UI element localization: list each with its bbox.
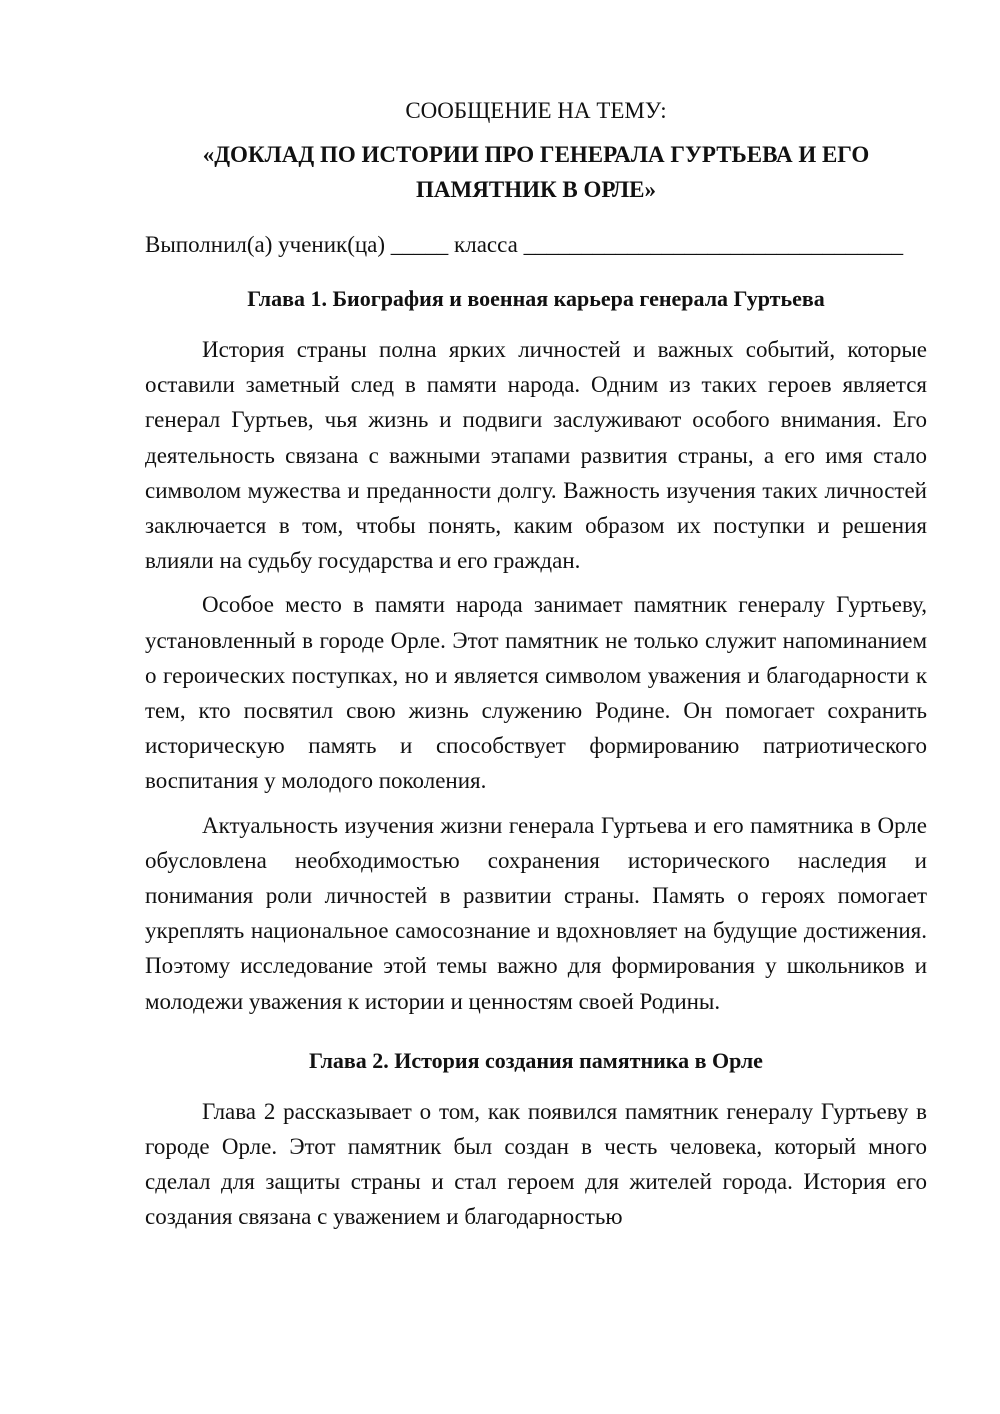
author-line: Выполнил(а) ученик(ца) _____ класса _________________________________ bbox=[145, 232, 904, 257]
chapter-2-heading: Глава 2. История создания памятника в Орле bbox=[309, 1047, 763, 1073]
chapter-2-paragraph-1: Глава 2 рассказывает о том, как появился памятник генералу Гуртьеву в городе Орле. Этот памятник был создан в честь человека, который много сделал для защиты страны и стал героем для жителей города. История его создания связана с уважением и благодарностью bbox=[145, 1098, 927, 1230]
chapter-1-paragraph-3: Актуальность изучения жизни генерала Гуртьева и его памятника в Орле обусловлена необходимостью сохранения исторического наследия и понимания роли личностей в развитии страны. Память о героях помогает укреплять национальное самосознание и вдохновляет на будущие достижения. Поэтому исследование этой темы важно для формирования у школьников и молодежи уважения к истории и ценностям своей Родины. bbox=[145, 812, 927, 1014]
document-subtitle: СООБЩЕНИЕ НА ТЕМУ: bbox=[405, 98, 667, 123]
chapter-1-heading: Глава 1. Биография и военная карьера генерала Гуртьева bbox=[247, 286, 825, 311]
chapter-1-paragraph-1: История страны полна ярких личностей и важных событий, которые оставили заметный след в памяти народа. Одним из таких героев является генерал Гуртьев, чья жизнь и подвиги заслуживают особого внимания. Его деятельность связана с важными этапами развития страны, а его имя стало символом мужества и преданности долгу. Важность изучения таких личностей заключается в том, чтобы понять, каким образом их поступки и решения влияли на судьбу государства и его граждан. bbox=[145, 337, 927, 574]
chapter-1-paragraph-2: Особое место в памяти народа занимает памятник генералу Гуртьеву, установленный в городе Орле. Этот памятник не только служит напоминанием о героических поступках, но и является символом уважения и благодарности к тем, кто посвятил свою жизнь служению Родине. Он помогает сохранить историческую память и способствует формированию патриотического воспитания у молодого поколения. bbox=[145, 592, 927, 794]
document-title: «ДОКЛАД ПО ИСТОРИИ ПРО ГЕНЕРАЛА ГУРТЬЕВА И ЕГО ПАМЯТНИК В ОРЛЕ» bbox=[202, 142, 870, 202]
